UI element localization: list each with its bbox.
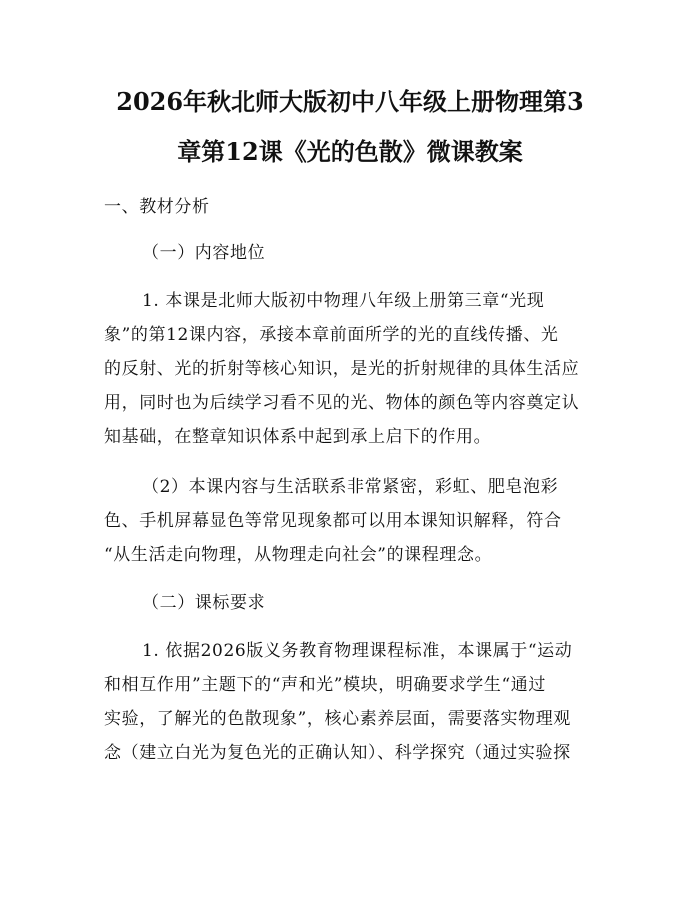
paragraph-1-line: 用，同时也为后续学习看不见的光、物体的颜色等内容奠定认 [104,393,580,413]
paragraph-3-line: 1. 依据2026版义务教育物理课程标准，本课属于“运动 [142,641,573,661]
paragraph-2 [104,470,604,572]
subsection-heading-content-position: （一）内容地位 [142,243,266,263]
paragraph-3 [104,634,604,770]
paragraph-1-line: 的反射、光的折射等核心知识，是光的折射规律的具体生活应 [104,359,580,379]
document-title-line-2: 章第12课《光的色散》微课教案 [177,137,523,166]
paragraph-3-line: 实验，了解光的色散现象”，核心素养层面，需要落实物理观 [104,709,571,729]
paragraph-1 [104,284,604,454]
paragraph-2-line: 色、手机屏幕显色等常见现象都可以用本课知识解释，符合 [104,511,562,531]
paragraph-1-line: 1. 本课是北师大版初中物理八年级上册第三章“光现 [142,291,545,311]
paragraph-3-line: 和相互作用”主题下的“声和光”模块，明确要求学生“通过 [104,675,546,695]
document-title-line-1: 2026年秋北师大版初中八年级上册物理第3 [116,87,584,116]
subsection-heading-curriculum-requirements: （二）课标要求 [142,593,266,613]
paragraph-1-line: 象”的第12课内容，承接本章前面所学的光的直线传播、光 [104,325,559,345]
paragraph-2-line: （2）本课内容与生活联系非常紧密，彩虹、肥皂泡彩 [142,477,559,497]
section-heading-textbook-analysis: 一、教材分析 [104,197,210,217]
paragraph-1-line: 知基础，在整章知识体系中起到承上启下的作用。 [104,427,492,447]
paragraph-2-line: “从生活走向物理，从物理走向社会”的课程理念。 [104,545,493,565]
paragraph-3-line: 念（建立白光为复色光的正确认知）、科学探究（通过实验探 [104,743,571,763]
